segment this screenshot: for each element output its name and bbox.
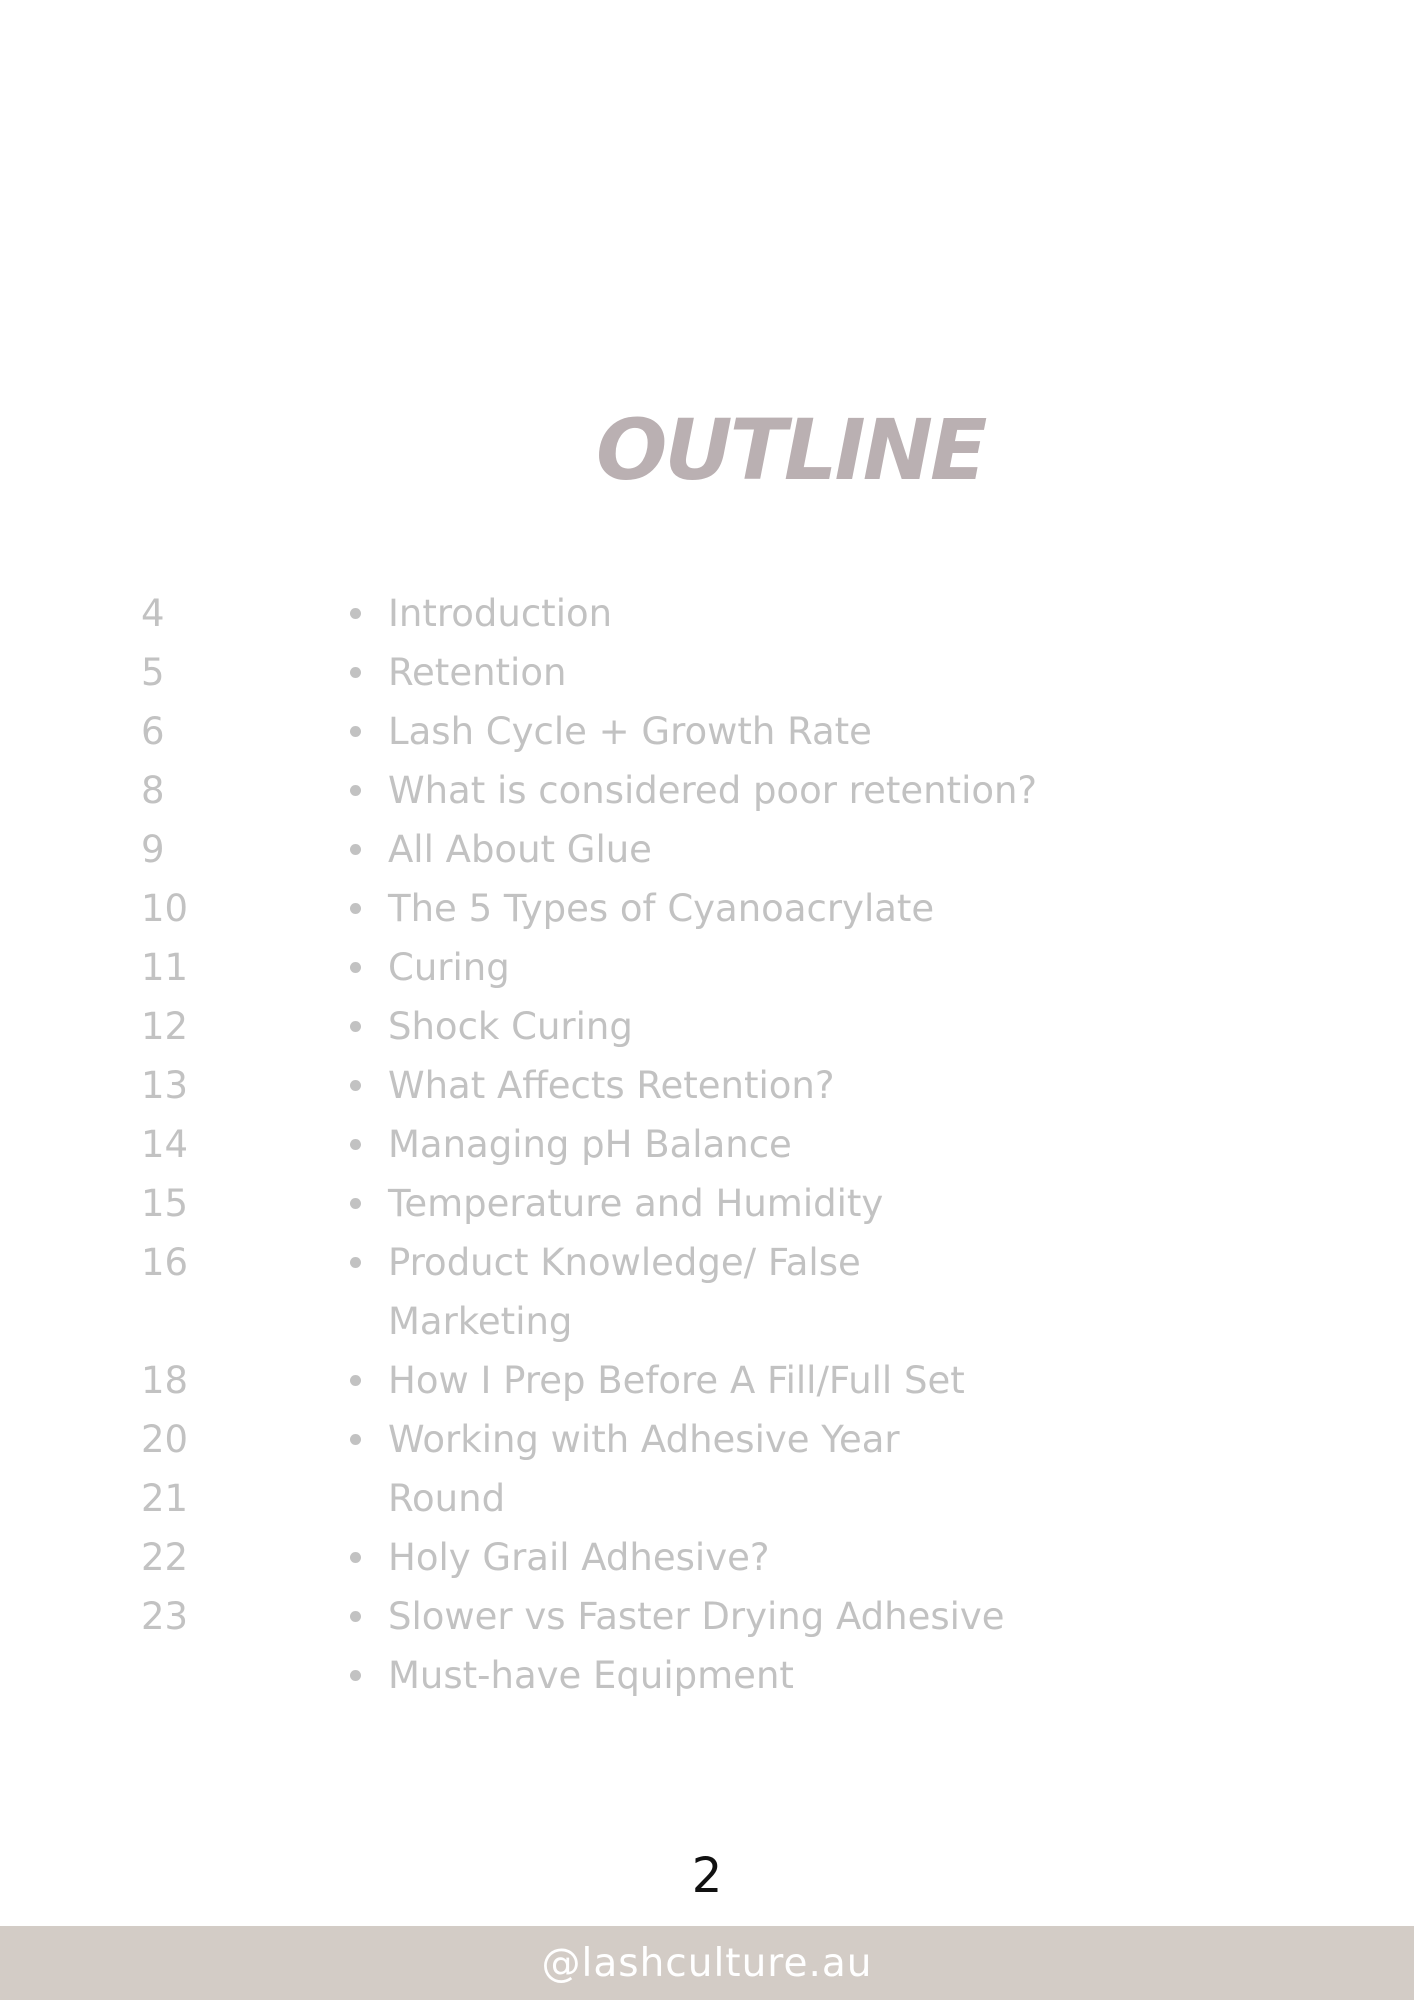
page-number: 2 — [691, 1848, 723, 1904]
outline-item-label: What is considered poor retention? — [388, 769, 1038, 812]
outline-item-label: Lash Cycle + Growth Rate — [388, 710, 872, 753]
outline-item — [350, 761, 1110, 820]
outline-item-label: Temperature and Humidity — [388, 1182, 884, 1225]
outline-page-number: 20 — [141, 1418, 189, 1461]
outline-item-label: Slower vs Faster Drying Adhesive — [388, 1595, 1005, 1638]
outline-page-number: 15 — [141, 1182, 189, 1225]
outline-item-label: Introduction — [388, 592, 613, 635]
bullet-icon — [350, 785, 361, 796]
outline-page-number — [141, 1292, 188, 1351]
bullet-icon — [350, 1552, 361, 1563]
outline-item-label: Shock Curing — [388, 1005, 633, 1048]
outline-item-label: What Affects Retention? — [388, 1064, 835, 1107]
outline-item-label: How I Prep Before A Fill/Full Set — [388, 1359, 965, 1402]
outline-item — [350, 1646, 1110, 1705]
outline-page-number: 18 — [141, 1359, 189, 1402]
bullet-icon — [350, 1257, 361, 1268]
outline-page-number: 16 — [141, 1241, 189, 1284]
bullet-icon — [350, 1375, 361, 1386]
outline-page-number: 4 — [141, 592, 165, 635]
outline-page-number: 6 — [141, 710, 165, 753]
outline-item — [350, 1587, 1110, 1646]
outline-page-number: 9 — [141, 828, 165, 871]
bullet-icon — [350, 1434, 361, 1445]
outline-item-label: The 5 Types of Cyanoacrylate — [388, 887, 935, 930]
bullet-icon — [350, 667, 361, 678]
outline-item — [350, 1115, 1110, 1174]
outline-page-number: 23 — [141, 1595, 189, 1638]
outline-item — [350, 1528, 1110, 1587]
outline-item — [350, 584, 1110, 643]
outline-item — [350, 643, 1110, 702]
bullet-icon — [350, 1198, 361, 1209]
outline-item-label: Working with Adhesive Year Round — [388, 1418, 900, 1520]
bullet-icon — [350, 726, 361, 737]
bullet-icon — [350, 1021, 361, 1032]
outline-page-number: 11 — [141, 946, 189, 989]
outline-page-number: 8 — [141, 769, 165, 812]
outline-item-label: Product Knowledge/ False Marketing — [388, 1241, 861, 1343]
page-title: OUTLINE — [596, 401, 985, 499]
outline-item — [350, 938, 1110, 997]
footer-bar — [0, 1926, 1414, 2000]
outline-item — [350, 1351, 1110, 1410]
bullet-icon — [350, 608, 361, 619]
bullet-icon — [350, 903, 361, 914]
outline-item — [350, 702, 1110, 761]
bullet-icon — [350, 1670, 361, 1681]
outline-page-number: 14 — [141, 1123, 189, 1166]
outline-list — [350, 584, 1110, 1705]
outline-item-label: Curing — [388, 946, 510, 989]
outline-item-label: Must-have Equipment — [388, 1654, 794, 1697]
outline-page-number: 13 — [141, 1064, 189, 1107]
outline-item-label: Holy Grail Adhesive? — [388, 1536, 770, 1579]
outline-item — [350, 1174, 1110, 1233]
bullet-icon — [350, 844, 361, 855]
outline-item — [350, 997, 1110, 1056]
outline-item — [350, 820, 1110, 879]
bullet-icon — [350, 1611, 361, 1622]
outline-page-number: 12 — [141, 1005, 189, 1048]
outline-page-number: 21 — [141, 1477, 189, 1520]
outline-page-number: 10 — [141, 887, 189, 930]
outline-item — [350, 879, 1110, 938]
outline-page-number: 22 — [141, 1536, 189, 1579]
footer-handle: @lashculture.au — [541, 1940, 873, 1986]
outline-item-label: All About Glue — [388, 828, 652, 871]
outline-item — [350, 1410, 988, 1528]
outline-page-number: 5 — [141, 651, 165, 694]
page-number-column — [141, 584, 188, 1646]
outline-item — [350, 1056, 1110, 1115]
bullet-icon — [350, 1080, 361, 1091]
outline-item — [350, 1233, 948, 1351]
outline-item-label: Managing pH Balance — [388, 1123, 792, 1166]
bullet-icon — [350, 1139, 361, 1150]
bullet-icon — [350, 962, 361, 973]
outline-item-label: Retention — [388, 651, 567, 694]
